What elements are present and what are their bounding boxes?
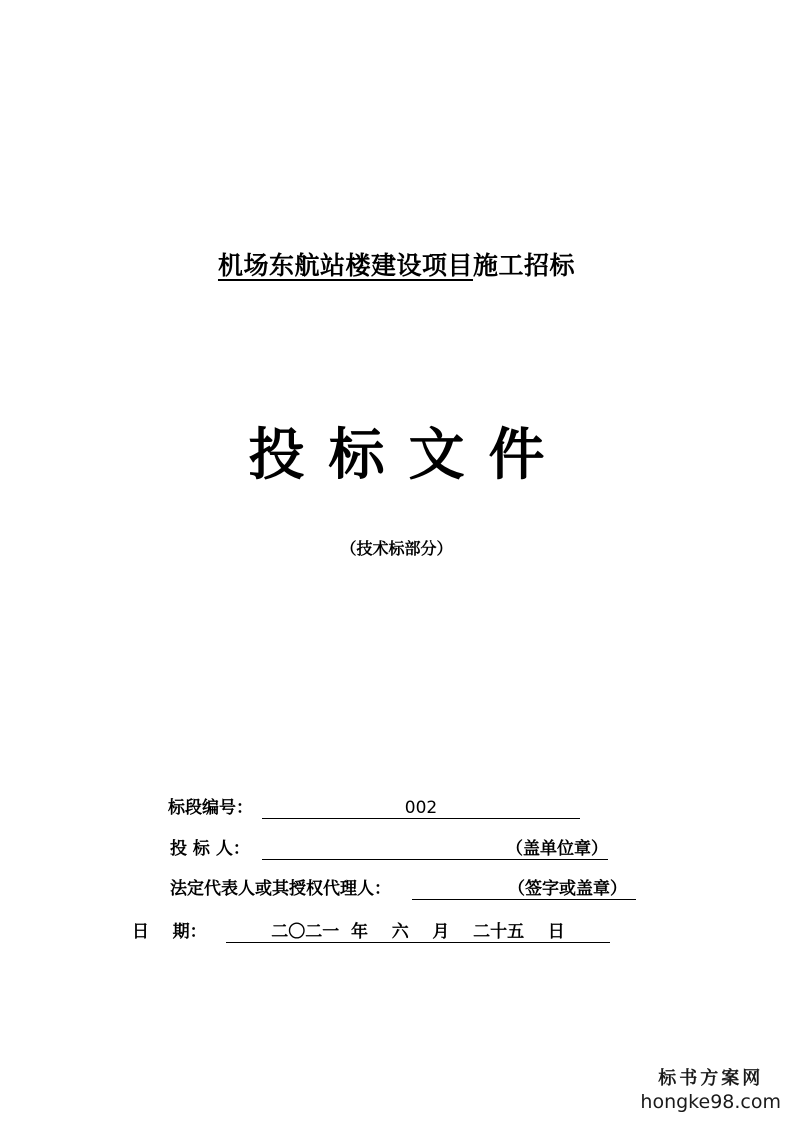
document-subtitle: （技术标部分） [340,539,453,558]
date-field [132,920,612,946]
legal-representative-label: 法定代表人或其授权代理人： [170,879,391,899]
project-title-rest: 施工招标 [473,251,576,280]
date-label: 日 期： [132,922,207,942]
document-title: 投标文件 [248,423,569,488]
bidder-label: 投 标 人： [170,839,250,859]
date-value: 二〇二一 年 六 月 二十五 日 [226,920,610,943]
watermark-logo [640,1068,781,1114]
watermark-cn-text: 标书方案网 [658,1068,764,1089]
section-number-field [168,796,588,822]
legal-representative-stamp-note: （签字或盖章） [508,879,627,899]
project-title-underlined: 机场东航站楼建设项目 [217,251,473,280]
section-number-value: 002 [262,796,580,819]
watermark-url-text: hongke98.com [640,1091,781,1113]
section-number-label: 标段编号： [168,798,253,818]
bidder-field [170,837,610,863]
legal-representative-field [170,877,640,903]
bidder-stamp-note: （盖单位章） [506,839,608,859]
project-title [0,248,793,284]
